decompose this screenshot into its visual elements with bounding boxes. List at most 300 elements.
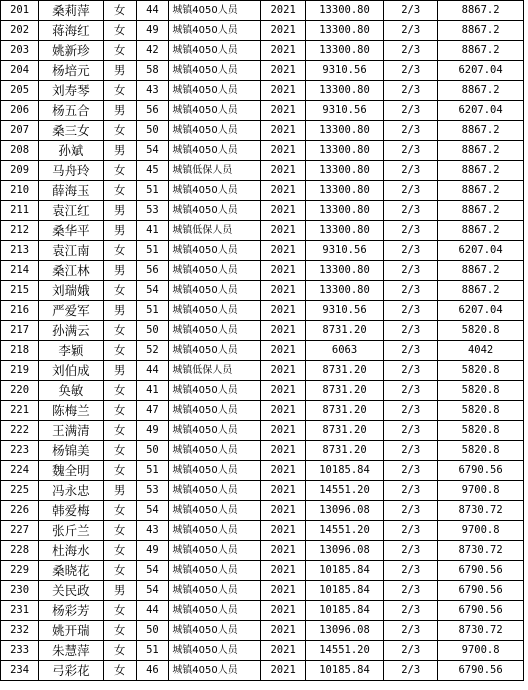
name-cell: 李颖 xyxy=(39,341,104,361)
row-number-cell: 206 xyxy=(1,101,39,121)
ratio-cell: 2/3 xyxy=(384,541,438,561)
row-number-cell: 222 xyxy=(1,421,39,441)
table-row xyxy=(1,221,524,241)
name-cell: 张斤兰 xyxy=(39,521,104,541)
ratio-cell: 2/3 xyxy=(384,101,438,121)
gender-cell: 女 xyxy=(103,401,136,421)
amount-cell: 9310.56 xyxy=(305,241,383,261)
category-cell: 城镇4050人员 xyxy=(169,1,261,21)
year-cell: 2021 xyxy=(261,341,305,361)
table-row xyxy=(1,481,524,501)
row-number-cell: 221 xyxy=(1,401,39,421)
name-cell: 桑华平 xyxy=(39,221,104,241)
table-row xyxy=(1,661,524,681)
row-number-cell: 203 xyxy=(1,41,39,61)
age-cell: 58 xyxy=(136,61,169,81)
table-row xyxy=(1,241,524,261)
table-row xyxy=(1,381,524,401)
age-cell: 50 xyxy=(136,121,169,141)
age-cell: 54 xyxy=(136,501,169,521)
name-cell: 严爱军 xyxy=(39,301,104,321)
name-cell: 刘瑞娥 xyxy=(39,281,104,301)
name-cell: 袁江红 xyxy=(39,201,104,221)
ratio-cell: 2/3 xyxy=(384,461,438,481)
gender-cell: 男 xyxy=(103,61,136,81)
table-row xyxy=(1,81,524,101)
ratio-cell: 2/3 xyxy=(384,361,438,381)
amount-cell: 13300.80 xyxy=(305,41,383,61)
gender-cell: 女 xyxy=(103,541,136,561)
table-row xyxy=(1,501,524,521)
ratio-cell: 2/3 xyxy=(384,41,438,61)
row-number-cell: 228 xyxy=(1,541,39,561)
year-cell: 2021 xyxy=(261,321,305,341)
category-cell: 城镇4050人员 xyxy=(169,601,261,621)
age-cell: 54 xyxy=(136,281,169,301)
name-cell: 刘伯成 xyxy=(39,361,104,381)
subsidy-cell: 6207.04 xyxy=(438,241,524,261)
category-cell: 城镇4050人员 xyxy=(169,561,261,581)
amount-cell: 14551.20 xyxy=(305,521,383,541)
row-number-cell: 230 xyxy=(1,581,39,601)
gender-cell: 男 xyxy=(103,101,136,121)
subsidy-cell: 8867.2 xyxy=(438,181,524,201)
subsidy-cell: 5820.8 xyxy=(438,361,524,381)
ratio-cell: 2/3 xyxy=(384,221,438,241)
name-cell: 刘寿琴 xyxy=(39,81,104,101)
amount-cell: 8731.20 xyxy=(305,421,383,441)
amount-cell: 10185.84 xyxy=(305,561,383,581)
year-cell: 2021 xyxy=(261,581,305,601)
ratio-cell: 2/3 xyxy=(384,281,438,301)
subsidy-cell: 6790.56 xyxy=(438,601,524,621)
ratio-cell: 2/3 xyxy=(384,161,438,181)
subsidy-cell: 5820.8 xyxy=(438,401,524,421)
age-cell: 54 xyxy=(136,581,169,601)
ratio-cell: 2/3 xyxy=(384,421,438,441)
amount-cell: 8731.20 xyxy=(305,401,383,421)
age-cell: 51 xyxy=(136,181,169,201)
age-cell: 52 xyxy=(136,341,169,361)
row-number-cell: 202 xyxy=(1,21,39,41)
year-cell: 2021 xyxy=(261,61,305,81)
category-cell: 城镇4050人员 xyxy=(169,281,261,301)
ratio-cell: 2/3 xyxy=(384,381,438,401)
table-row xyxy=(1,301,524,321)
subsidy-cell: 5820.8 xyxy=(438,421,524,441)
table-row xyxy=(1,321,524,341)
table-row xyxy=(1,41,524,61)
name-cell: 蒋海红 xyxy=(39,21,104,41)
subsidy-cell: 8867.2 xyxy=(438,21,524,41)
amount-cell: 10185.84 xyxy=(305,461,383,481)
name-cell: 孙满云 xyxy=(39,321,104,341)
ratio-cell: 2/3 xyxy=(384,21,438,41)
row-number-cell: 225 xyxy=(1,481,39,501)
amount-cell: 10185.84 xyxy=(305,601,383,621)
amount-cell: 8731.20 xyxy=(305,381,383,401)
subsidy-cell: 5820.8 xyxy=(438,441,524,461)
age-cell: 53 xyxy=(136,201,169,221)
row-number-cell: 214 xyxy=(1,261,39,281)
subsidy-cell: 8867.2 xyxy=(438,281,524,301)
row-number-cell: 226 xyxy=(1,501,39,521)
name-cell: 姚开瑞 xyxy=(39,621,104,641)
year-cell: 2021 xyxy=(261,161,305,181)
gender-cell: 女 xyxy=(103,161,136,181)
year-cell: 2021 xyxy=(261,281,305,301)
ratio-cell: 2/3 xyxy=(384,321,438,341)
amount-cell: 8731.20 xyxy=(305,321,383,341)
subsidy-cell: 9700.8 xyxy=(438,641,524,661)
year-cell: 2021 xyxy=(261,561,305,581)
category-cell: 城镇4050人员 xyxy=(169,201,261,221)
category-cell: 城镇低保人员 xyxy=(169,161,261,181)
row-number-cell: 223 xyxy=(1,441,39,461)
age-cell: 50 xyxy=(136,321,169,341)
age-cell: 51 xyxy=(136,301,169,321)
category-cell: 城镇4050人员 xyxy=(169,61,261,81)
name-cell: 王满清 xyxy=(39,421,104,441)
row-number-cell: 217 xyxy=(1,321,39,341)
age-cell: 41 xyxy=(136,221,169,241)
row-number-cell: 211 xyxy=(1,201,39,221)
age-cell: 43 xyxy=(136,81,169,101)
name-cell: 弓彩花 xyxy=(39,661,104,681)
gender-cell: 女 xyxy=(103,621,136,641)
age-cell: 54 xyxy=(136,561,169,581)
ratio-cell: 2/3 xyxy=(384,141,438,161)
amount-cell: 13300.80 xyxy=(305,161,383,181)
row-number-cell: 213 xyxy=(1,241,39,261)
gender-cell: 女 xyxy=(103,601,136,621)
amount-cell: 13096.08 xyxy=(305,621,383,641)
subsidy-cell: 6790.56 xyxy=(438,581,524,601)
table-row xyxy=(1,581,524,601)
name-cell: 马舟玲 xyxy=(39,161,104,181)
name-cell: 袁江南 xyxy=(39,241,104,261)
ratio-cell: 2/3 xyxy=(384,441,438,461)
amount-cell: 8731.20 xyxy=(305,441,383,461)
age-cell: 41 xyxy=(136,381,169,401)
gender-cell: 女 xyxy=(103,41,136,61)
year-cell: 2021 xyxy=(261,441,305,461)
ratio-cell: 2/3 xyxy=(384,601,438,621)
amount-cell: 13300.80 xyxy=(305,21,383,41)
gender-cell: 男 xyxy=(103,221,136,241)
amount-cell: 13300.80 xyxy=(305,121,383,141)
table-row xyxy=(1,441,524,461)
category-cell: 城镇4050人员 xyxy=(169,141,261,161)
year-cell: 2021 xyxy=(261,501,305,521)
gender-cell: 女 xyxy=(103,561,136,581)
year-cell: 2021 xyxy=(261,201,305,221)
age-cell: 47 xyxy=(136,401,169,421)
gender-cell: 女 xyxy=(103,501,136,521)
ratio-cell: 2/3 xyxy=(384,261,438,281)
amount-cell: 13096.08 xyxy=(305,541,383,561)
gender-cell: 女 xyxy=(103,241,136,261)
table-row xyxy=(1,601,524,621)
subsidy-cell: 4042 xyxy=(438,341,524,361)
ratio-cell: 2/3 xyxy=(384,201,438,221)
row-number-cell: 209 xyxy=(1,161,39,181)
category-cell: 城镇4050人员 xyxy=(169,481,261,501)
table-row xyxy=(1,201,524,221)
name-cell: 桑江林 xyxy=(39,261,104,281)
table-row xyxy=(1,21,524,41)
subsidy-cell: 5820.8 xyxy=(438,381,524,401)
category-cell: 城镇4050人员 xyxy=(169,321,261,341)
year-cell: 2021 xyxy=(261,421,305,441)
age-cell: 45 xyxy=(136,161,169,181)
row-number-cell: 215 xyxy=(1,281,39,301)
row-number-cell: 219 xyxy=(1,361,39,381)
category-cell: 城镇4050人员 xyxy=(169,81,261,101)
amount-cell: 9310.56 xyxy=(305,301,383,321)
subsidy-cell: 8867.2 xyxy=(438,201,524,221)
table-row xyxy=(1,541,524,561)
year-cell: 2021 xyxy=(261,601,305,621)
row-number-cell: 233 xyxy=(1,641,39,661)
age-cell: 49 xyxy=(136,541,169,561)
table-row xyxy=(1,561,524,581)
row-number-cell: 232 xyxy=(1,621,39,641)
gender-cell: 女 xyxy=(103,441,136,461)
category-cell: 城镇低保人员 xyxy=(169,221,261,241)
category-cell: 城镇4050人员 xyxy=(169,341,261,361)
row-number-cell: 218 xyxy=(1,341,39,361)
subsidy-cell: 8867.2 xyxy=(438,1,524,21)
table-row xyxy=(1,401,524,421)
category-cell: 城镇4050人员 xyxy=(169,401,261,421)
gender-cell: 女 xyxy=(103,641,136,661)
year-cell: 2021 xyxy=(261,241,305,261)
gender-cell: 女 xyxy=(103,661,136,681)
subsidy-cell: 8730.72 xyxy=(438,621,524,641)
category-cell: 城镇4050人员 xyxy=(169,421,261,441)
category-cell: 城镇4050人员 xyxy=(169,41,261,61)
amount-cell: 13096.08 xyxy=(305,501,383,521)
table-row xyxy=(1,1,524,21)
year-cell: 2021 xyxy=(261,121,305,141)
age-cell: 49 xyxy=(136,21,169,41)
year-cell: 2021 xyxy=(261,221,305,241)
name-cell: 薛海玉 xyxy=(39,181,104,201)
ratio-cell: 2/3 xyxy=(384,401,438,421)
age-cell: 53 xyxy=(136,481,169,501)
year-cell: 2021 xyxy=(261,461,305,481)
year-cell: 2021 xyxy=(261,181,305,201)
subsidy-cell: 8730.72 xyxy=(438,501,524,521)
row-number-cell: 231 xyxy=(1,601,39,621)
year-cell: 2021 xyxy=(261,541,305,561)
year-cell: 2021 xyxy=(261,361,305,381)
year-cell: 2021 xyxy=(261,261,305,281)
ratio-cell: 2/3 xyxy=(384,1,438,21)
age-cell: 51 xyxy=(136,641,169,661)
table-row xyxy=(1,421,524,441)
age-cell: 50 xyxy=(136,441,169,461)
amount-cell: 13300.80 xyxy=(305,281,383,301)
year-cell: 2021 xyxy=(261,101,305,121)
name-cell: 杜海水 xyxy=(39,541,104,561)
gender-cell: 男 xyxy=(103,141,136,161)
subsidy-cell: 8730.72 xyxy=(438,541,524,561)
year-cell: 2021 xyxy=(261,401,305,421)
category-cell: 城镇4050人员 xyxy=(169,181,261,201)
subsidy-cell: 8867.2 xyxy=(438,261,524,281)
row-number-cell: 201 xyxy=(1,1,39,21)
name-cell: 朱慧萍 xyxy=(39,641,104,661)
subsidy-cell: 6790.56 xyxy=(438,661,524,681)
category-cell: 城镇4050人员 xyxy=(169,261,261,281)
amount-cell: 13300.80 xyxy=(305,1,383,21)
category-cell: 城镇4050人员 xyxy=(169,441,261,461)
gender-cell: 女 xyxy=(103,341,136,361)
row-number-cell: 207 xyxy=(1,121,39,141)
name-cell: 桑莉萍 xyxy=(39,1,104,21)
gender-cell: 女 xyxy=(103,421,136,441)
subsidy-cell: 8867.2 xyxy=(438,41,524,61)
ratio-cell: 2/3 xyxy=(384,641,438,661)
gender-cell: 男 xyxy=(103,201,136,221)
ratio-cell: 2/3 xyxy=(384,181,438,201)
table-row xyxy=(1,461,524,481)
row-number-cell: 234 xyxy=(1,661,39,681)
ratio-cell: 2/3 xyxy=(384,301,438,321)
year-cell: 2021 xyxy=(261,641,305,661)
table-row xyxy=(1,101,524,121)
subsidy-cell: 6207.04 xyxy=(438,101,524,121)
year-cell: 2021 xyxy=(261,621,305,641)
ratio-cell: 2/3 xyxy=(384,341,438,361)
amount-cell: 13300.80 xyxy=(305,261,383,281)
category-cell: 城镇4050人员 xyxy=(169,581,261,601)
category-cell: 城镇4050人员 xyxy=(169,21,261,41)
age-cell: 51 xyxy=(136,461,169,481)
name-cell: 奂敏 xyxy=(39,381,104,401)
amount-cell: 13300.80 xyxy=(305,201,383,221)
subsidy-cell: 8867.2 xyxy=(438,161,524,181)
ratio-cell: 2/3 xyxy=(384,521,438,541)
age-cell: 51 xyxy=(136,241,169,261)
age-cell: 50 xyxy=(136,621,169,641)
year-cell: 2021 xyxy=(261,1,305,21)
year-cell: 2021 xyxy=(261,141,305,161)
gender-cell: 男 xyxy=(103,361,136,381)
table-row xyxy=(1,281,524,301)
ratio-cell: 2/3 xyxy=(384,121,438,141)
gender-cell: 女 xyxy=(103,281,136,301)
amount-cell: 9310.56 xyxy=(305,101,383,121)
amount-cell: 13300.80 xyxy=(305,81,383,101)
age-cell: 44 xyxy=(136,601,169,621)
year-cell: 2021 xyxy=(261,301,305,321)
row-number-cell: 210 xyxy=(1,181,39,201)
gender-cell: 女 xyxy=(103,121,136,141)
subsidy-cell: 6790.56 xyxy=(438,461,524,481)
category-cell: 城镇4050人员 xyxy=(169,661,261,681)
gender-cell: 女 xyxy=(103,521,136,541)
ratio-cell: 2/3 xyxy=(384,241,438,261)
gender-cell: 女 xyxy=(103,81,136,101)
year-cell: 2021 xyxy=(261,481,305,501)
row-number-cell: 216 xyxy=(1,301,39,321)
amount-cell: 14551.20 xyxy=(305,481,383,501)
gender-cell: 男 xyxy=(103,261,136,281)
table-row xyxy=(1,521,524,541)
name-cell: 杨彩芳 xyxy=(39,601,104,621)
name-cell: 韩爱梅 xyxy=(39,501,104,521)
amount-cell: 6063 xyxy=(305,341,383,361)
row-number-cell: 227 xyxy=(1,521,39,541)
ratio-cell: 2/3 xyxy=(384,661,438,681)
ratio-cell: 2/3 xyxy=(384,61,438,81)
age-cell: 43 xyxy=(136,521,169,541)
subsidy-cell: 9700.8 xyxy=(438,481,524,501)
gender-cell: 男 xyxy=(103,481,136,501)
category-cell: 城镇低保人员 xyxy=(169,361,261,381)
year-cell: 2021 xyxy=(261,21,305,41)
table-row xyxy=(1,641,524,661)
age-cell: 56 xyxy=(136,101,169,121)
amount-cell: 10185.84 xyxy=(305,581,383,601)
row-number-cell: 220 xyxy=(1,381,39,401)
category-cell: 城镇4050人员 xyxy=(169,541,261,561)
amount-cell: 13300.80 xyxy=(305,221,383,241)
category-cell: 城镇4050人员 xyxy=(169,521,261,541)
year-cell: 2021 xyxy=(261,41,305,61)
ratio-cell: 2/3 xyxy=(384,581,438,601)
name-cell: 孙斌 xyxy=(39,141,104,161)
gender-cell: 女 xyxy=(103,21,136,41)
name-cell: 杨培元 xyxy=(39,61,104,81)
subsidy-cell: 6207.04 xyxy=(438,301,524,321)
amount-cell: 13300.80 xyxy=(305,181,383,201)
ratio-cell: 2/3 xyxy=(384,81,438,101)
age-cell: 46 xyxy=(136,661,169,681)
subsidy-cell: 9700.8 xyxy=(438,521,524,541)
gender-cell: 男 xyxy=(103,301,136,321)
amount-cell: 9310.56 xyxy=(305,61,383,81)
age-cell: 54 xyxy=(136,141,169,161)
amount-cell: 13300.80 xyxy=(305,141,383,161)
category-cell: 城镇4050人员 xyxy=(169,381,261,401)
category-cell: 城镇4050人员 xyxy=(169,641,261,661)
subsidy-cell: 5820.8 xyxy=(438,321,524,341)
age-cell: 44 xyxy=(136,1,169,21)
table-body xyxy=(1,1,524,681)
age-cell: 49 xyxy=(136,421,169,441)
ratio-cell: 2/3 xyxy=(384,561,438,581)
name-cell: 杨锦美 xyxy=(39,441,104,461)
table-row xyxy=(1,141,524,161)
table-row xyxy=(1,361,524,381)
subsidy-cell: 8867.2 xyxy=(438,121,524,141)
category-cell: 城镇4050人员 xyxy=(169,121,261,141)
gender-cell: 女 xyxy=(103,181,136,201)
year-cell: 2021 xyxy=(261,381,305,401)
age-cell: 56 xyxy=(136,261,169,281)
row-number-cell: 229 xyxy=(1,561,39,581)
table-row xyxy=(1,341,524,361)
name-cell: 冯永忠 xyxy=(39,481,104,501)
subsidy-cell: 8867.2 xyxy=(438,141,524,161)
gender-cell: 女 xyxy=(103,461,136,481)
subsidy-cell: 8867.2 xyxy=(438,221,524,241)
ratio-cell: 2/3 xyxy=(384,501,438,521)
